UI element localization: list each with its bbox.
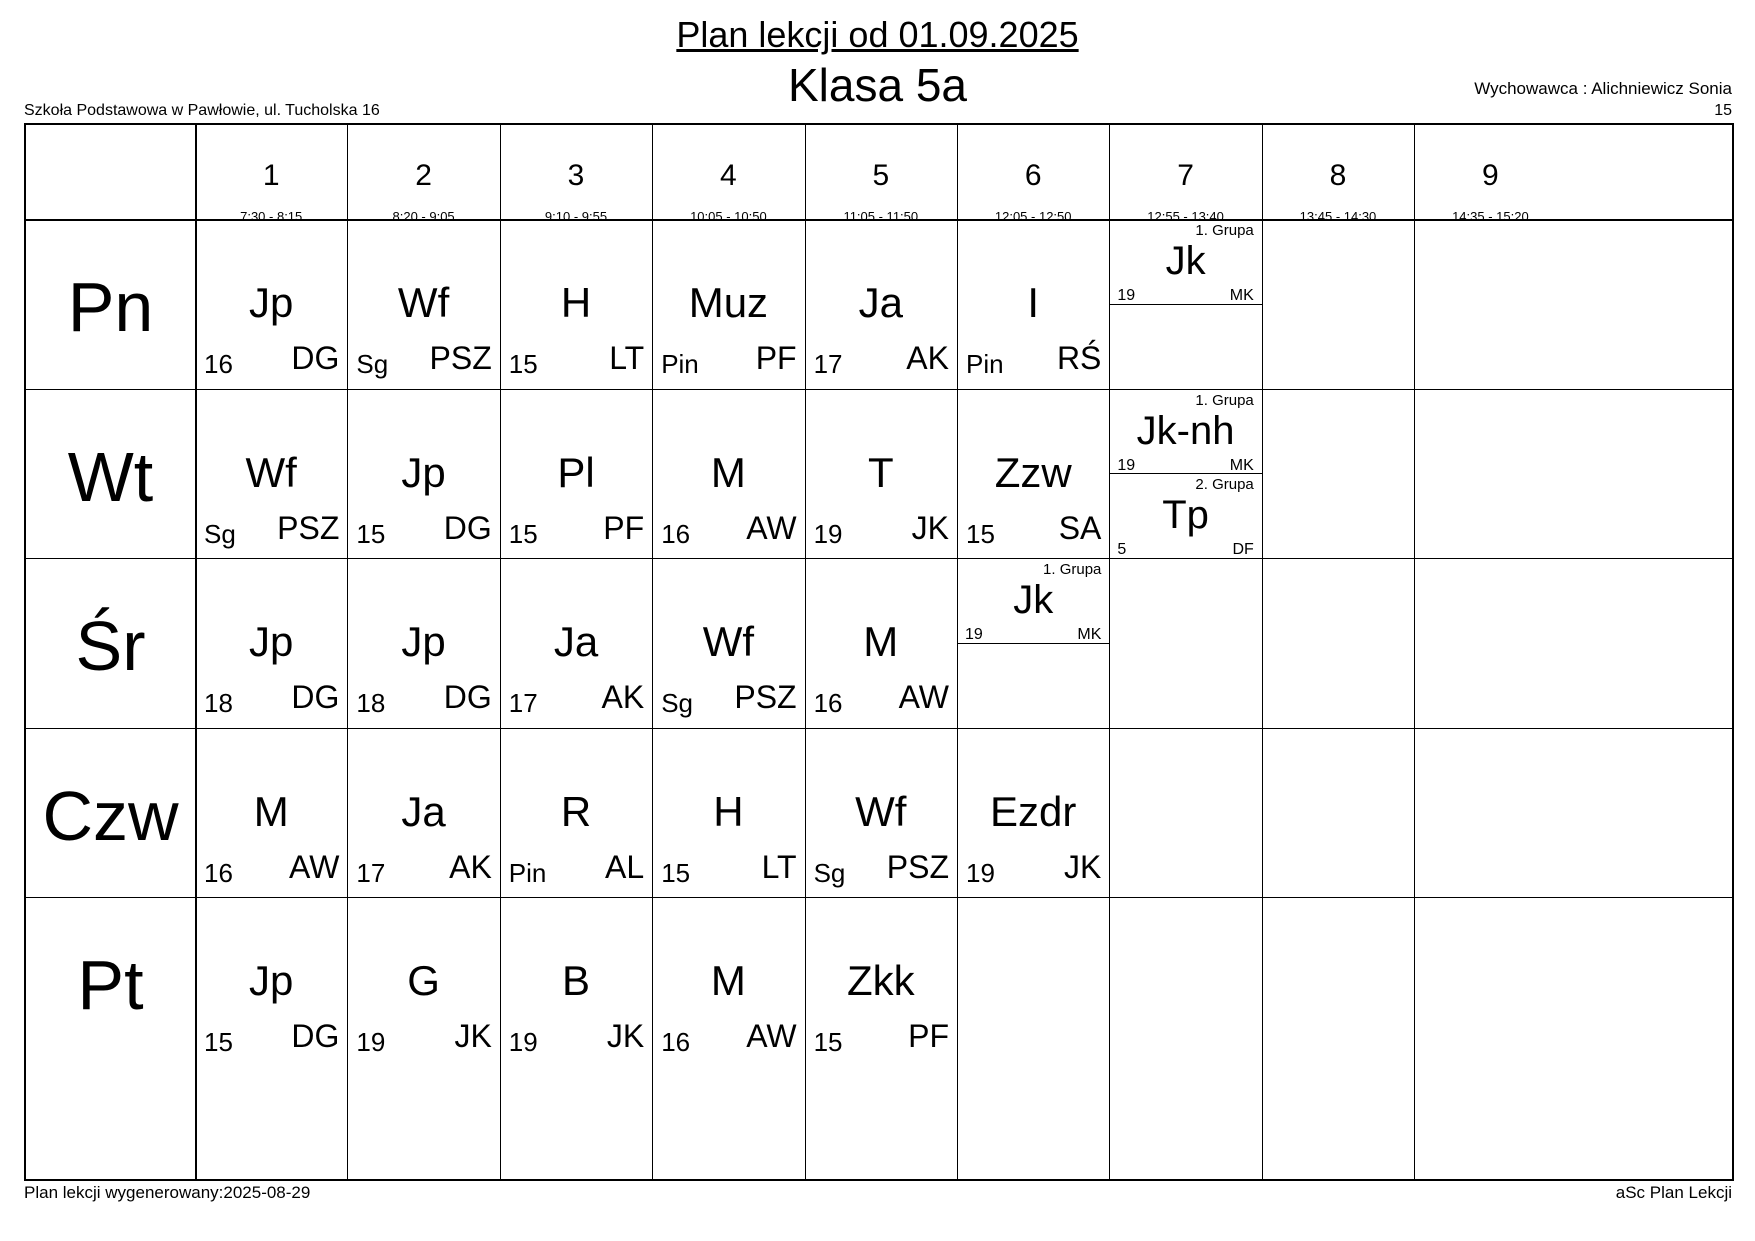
period-time: 9:10 - 9:55: [544, 209, 608, 224]
period-number: 9: [1482, 159, 1499, 192]
period-number: 7: [1177, 159, 1194, 192]
timetable-grid: [24, 123, 1734, 1181]
period-number: 1: [262, 159, 280, 192]
day-name: Wt: [67, 437, 154, 516]
period-header: [347, 125, 499, 224]
lesson-room: 15: [204, 1027, 233, 1058]
period-number: 5: [872, 159, 890, 192]
lesson-cell: [347, 728, 499, 898]
lesson-subject: Zzw: [994, 448, 1072, 496]
lesson-subject: Jp: [249, 618, 294, 666]
page-title: Plan lekcji od 01.09.2025: [676, 14, 1079, 55]
period-header: [1414, 125, 1566, 224]
lesson-room: 17: [356, 857, 386, 888]
period-header: [805, 125, 957, 224]
period-time: 7:30 - 8:15: [240, 209, 303, 224]
group-subject: Jk: [1013, 578, 1054, 623]
lesson-room: 17: [813, 349, 843, 379]
day-name: Pn: [67, 268, 154, 346]
period-header: [195, 125, 347, 224]
lesson-cell: [652, 728, 804, 898]
lesson-room: 15: [966, 518, 995, 549]
lesson-subject: R: [560, 787, 592, 835]
group-separator: [957, 643, 1109, 644]
lesson-teacher: PF: [755, 340, 797, 376]
period-header: [1109, 125, 1261, 224]
lesson-room: 19: [356, 1027, 386, 1058]
group-teacher: DF: [1232, 541, 1254, 559]
lesson-room: Pin: [508, 857, 547, 888]
lesson-room: 19: [508, 1027, 538, 1058]
group-label: 2. Grupa: [1195, 476, 1254, 494]
lesson-room: 18: [204, 688, 233, 719]
lesson-room: 15: [813, 1027, 843, 1058]
lesson-teacher: LT: [609, 340, 645, 376]
period-time: 12:55 - 13:40: [1147, 209, 1224, 224]
group-subject: Jk-nh: [1136, 408, 1235, 453]
group-lesson-cell: [1109, 219, 1261, 304]
lesson-subject: M: [253, 787, 289, 835]
homeroom-room: 15: [1714, 102, 1732, 119]
period-header: [1262, 125, 1414, 224]
lesson-cell: [347, 219, 499, 389]
lesson-cell: [500, 389, 652, 559]
lesson-teacher: JK: [1064, 848, 1102, 885]
lesson-teacher: AK: [449, 848, 492, 885]
lesson-room: Sg: [813, 857, 846, 888]
group-label: 1. Grupa: [1195, 222, 1254, 239]
lesson-room: 16: [813, 688, 843, 719]
group-lesson-cell: [1109, 389, 1261, 474]
homeroom-teacher: Wychowawca : Alichniewicz Sonia: [1474, 79, 1732, 98]
software-name: aSc Plan Lekcji: [1615, 1183, 1732, 1202]
lesson-subject: Jp: [401, 448, 446, 496]
lesson-room: 15: [508, 518, 538, 549]
lesson-room: 15: [356, 518, 386, 549]
lesson-subject: B: [561, 957, 590, 1005]
lesson-subject: Ja: [401, 787, 446, 835]
lesson-cell: [805, 728, 957, 898]
lesson-teacher: DG: [443, 509, 492, 546]
day-name: Pt: [77, 946, 144, 1025]
period-time: 12:05 - 12:50: [994, 209, 1072, 224]
lesson-teacher: DG: [291, 679, 340, 716]
group-room: 5: [1117, 541, 1127, 559]
lesson-subject: M: [710, 448, 746, 496]
lesson-room: Sg: [204, 518, 236, 549]
lesson-subject: Zkk: [846, 957, 915, 1005]
lesson-teacher: PSZ: [734, 679, 797, 716]
group-subject: Jk: [1165, 239, 1206, 283]
lesson-subject: Jp: [401, 618, 446, 666]
lesson-subject: Jp: [249, 957, 294, 1005]
lesson-teacher: JK: [606, 1018, 645, 1055]
lesson-subject: T: [867, 448, 894, 496]
lesson-cell: [805, 389, 957, 559]
lesson-subject: Ja: [858, 279, 903, 326]
lesson-room: Pin: [966, 349, 1004, 379]
lesson-teacher: AW: [746, 509, 797, 546]
lesson-subject: Wf: [245, 448, 297, 496]
lesson-cell: [195, 219, 347, 389]
lesson-teacher: SA: [1058, 509, 1102, 546]
lesson-teacher: PSZ: [886, 848, 949, 885]
lesson-room: 16: [661, 518, 691, 549]
period-number: 4: [720, 159, 737, 192]
period-time: 14:35 - 15:20: [1452, 209, 1529, 224]
lesson-teacher: DG: [291, 1018, 340, 1055]
group-subject: Tp: [1162, 493, 1209, 538]
lesson-teacher: LT: [761, 848, 797, 885]
lesson-cell: [652, 219, 804, 389]
period-header: [957, 125, 1109, 224]
period-number: 8: [1329, 159, 1347, 192]
lesson-teacher: PSZ: [277, 509, 340, 546]
lesson-subject: I: [1027, 279, 1040, 326]
group-teacher: MK: [1229, 287, 1254, 304]
lesson-cell: [805, 219, 957, 389]
group-separator: [1109, 304, 1261, 305]
column-divider: [1414, 125, 1415, 1179]
day-name: Śr: [75, 607, 146, 686]
period-number: 6: [1024, 159, 1042, 192]
lesson-teacher: PSZ: [429, 340, 492, 376]
lesson-room: 15: [508, 349, 538, 379]
lesson-cell: [957, 728, 1109, 898]
period-header: [500, 125, 652, 224]
lesson-cell: [957, 389, 1109, 559]
group-separator: [1109, 558, 1261, 559]
lesson-room: 17: [508, 688, 538, 719]
lesson-room: 16: [204, 857, 233, 888]
group-teacher: MK: [1077, 626, 1102, 644]
lesson-teacher: DG: [443, 679, 492, 716]
lesson-cell: [805, 897, 957, 1067]
lesson-cell: [500, 219, 652, 389]
lesson-cell: [500, 728, 652, 898]
lesson-subject: Ja: [553, 618, 599, 666]
lesson-cell: [347, 558, 499, 728]
period-header: [652, 125, 804, 224]
period-time: 13:45 - 14:30: [1299, 209, 1377, 224]
lesson-teacher: RŚ: [1056, 340, 1102, 376]
lesson-cell: [652, 897, 804, 1067]
group-room: 19: [1117, 456, 1136, 474]
column-divider: [1262, 125, 1263, 1179]
class-name: Klasa 5a: [787, 59, 967, 111]
day-name: Czw: [42, 776, 179, 855]
lesson-room: 16: [661, 1027, 691, 1058]
lesson-room: 15: [661, 857, 691, 888]
lesson-teacher: JK: [911, 509, 949, 546]
lesson-teacher: PF: [908, 1018, 949, 1055]
period-number: 2: [415, 159, 432, 192]
lesson-cell: [195, 897, 347, 1067]
lesson-subject: Ezdr: [990, 787, 1077, 835]
lesson-subject: H: [713, 787, 744, 835]
lesson-cell: [195, 728, 347, 898]
group-lesson-cell: [1109, 473, 1261, 558]
lesson-teacher: AW: [898, 679, 949, 716]
lesson-subject: Wf: [702, 618, 755, 666]
lesson-subject: G: [407, 957, 440, 1005]
lesson-cell: [500, 897, 652, 1067]
lesson-subject: Wf: [397, 279, 450, 326]
lesson-teacher: JK: [454, 1018, 492, 1055]
lesson-cell: [652, 389, 804, 559]
lesson-cell: [347, 897, 499, 1067]
lesson-subject: Jp: [249, 279, 294, 326]
lesson-room: 18: [356, 688, 386, 719]
lesson-subject: Muz: [688, 279, 769, 326]
group-teacher: MK: [1229, 456, 1254, 474]
lesson-teacher: AW: [746, 1018, 797, 1055]
lesson-teacher: AK: [601, 679, 645, 716]
lesson-cell: [347, 389, 499, 559]
lesson-teacher: AK: [906, 340, 949, 376]
lesson-room: Sg: [661, 688, 693, 719]
lesson-cell: [195, 389, 347, 559]
group-lesson-cell: [957, 558, 1109, 643]
lesson-cell: [500, 558, 652, 728]
lesson-room: Pin: [661, 349, 699, 379]
lesson-teacher: AL: [605, 848, 645, 885]
school-name: Szkoła Podstawowa w Pawłowie, ul. Tucholska 16: [24, 102, 380, 119]
group-label: 1. Grupa: [1195, 391, 1254, 409]
lesson-subject: Pl: [557, 448, 595, 496]
lesson-cell: [652, 558, 804, 728]
period-time: 11:05 - 11:50: [843, 209, 919, 224]
period-time: 8:20 - 9:05: [392, 209, 455, 224]
group-label: 1. Grupa: [1043, 561, 1102, 579]
group-room: 19: [1117, 287, 1136, 304]
lesson-teacher: AW: [289, 848, 340, 885]
generated-date: Plan lekcji wygenerowany:2025-08-29: [24, 1183, 311, 1202]
lesson-room: 19: [966, 857, 995, 888]
lesson-teacher: PF: [603, 509, 645, 546]
lesson-cell: [195, 558, 347, 728]
lesson-room: 19: [813, 518, 843, 549]
lesson-cell: [805, 558, 957, 728]
group-room: 19: [965, 626, 983, 644]
period-time: 10:05 - 10:50: [690, 209, 767, 224]
lesson-subject: M: [710, 957, 746, 1005]
period-number: 3: [567, 159, 585, 192]
lesson-room: Sg: [356, 349, 389, 379]
lesson-cell: [957, 219, 1109, 389]
lesson-subject: M: [863, 618, 899, 666]
lesson-subject: Wf: [855, 787, 907, 835]
lesson-teacher: DG: [291, 340, 340, 376]
lesson-room: 16: [204, 349, 233, 379]
lesson-subject: H: [560, 279, 592, 326]
